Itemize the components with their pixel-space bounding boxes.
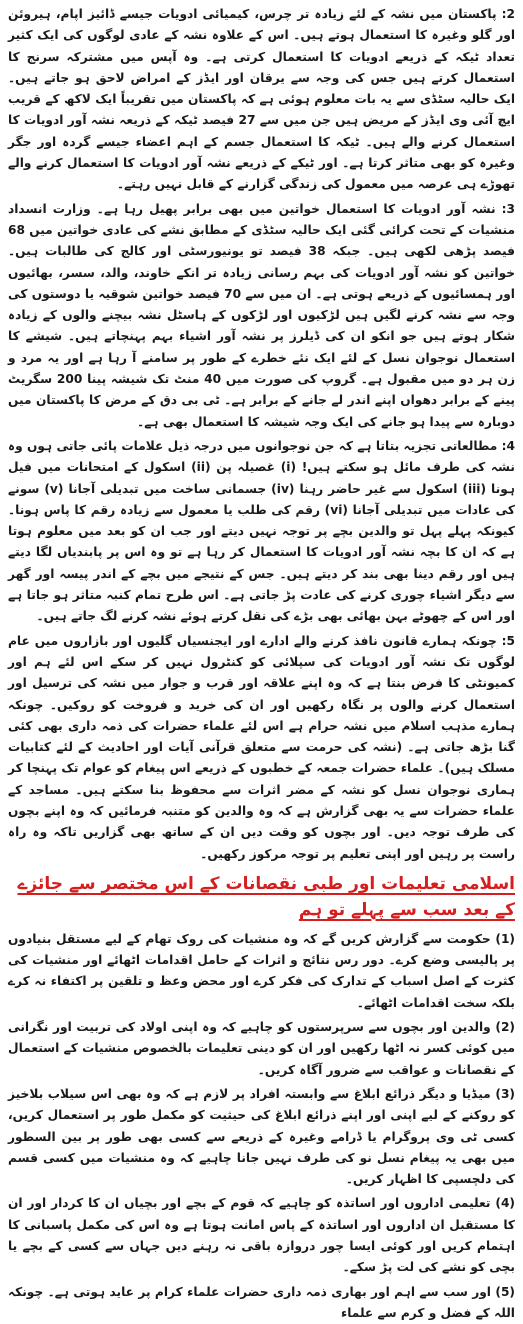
paragraph-point-4: 4: مطالعاتی تجزیہ بتاتا ہے کہ جن نوجوانوں میں درجہ ذیل علامات پائی جاتی ہوں وہ نشہ کی طرف مائل ہو سکتے ہیں! (i) غصیلہ پن (ii) اسکول کے امتحانات میں فیل ہونا (iii) اسکول سے غیر حاضر رہنا (iv) جسمانی ساخت میں تبدیلی آجانا (v) سونے کی عادات میں تبدیلی آجانا (vi) رقم کی طلب یا معمول سے زیادہ رقم کا پاس ہونا۔ کیونکہ پہلے پہل تو والدین بچے پر توجہ نہیں دیتے اور جب ان کو بعد میں معلوم ہوتا ہے کہ ان کا بچہ نشہ آور ادویات کا استعمال کر رہا ہے تو وہ اس پر پابندیاں لگا دیتے ہیں اور رقم دینا بھی بند کر دیتے ہیں۔ جس کے نتیجے میں بچے کے اندر پیسہ اور گھر سے دیگر اشیاء چوری کرنے کی عادت پڑ جاتی ہے۔ اس طرح تمام کنبہ متاثر ہو جاتا ہے اور اس کے چھوٹے بہن بھائی بھی بڑے کی نقل کرتے ہوئے نشہ کرنے لگ جاتے ہیں۔ (8, 438, 515, 624)
recommendation-2: (2) والدین اور بچوں سے سرپرستوں کو چاہیے کہ وہ اپنی اولاد کی تربیت اور نگرانی میں کوئی کسر نہ اٹھا رکھیں اور ان کو دینی تعلیمات بالخصوص منشیات کے استعمال کے نقصانات و عواقب سے ضرور آگاہ کریں۔ (8, 1020, 515, 1077)
recommendation-3: (3) میڈیا و دیگر ذرائع ابلاغ سے وابستہ افراد پر لازم ہے کہ وہ بھی اس سیلاب بلاخیز کو روکنے کے لیے اپنی اور اپنے ذرائع ابلاغ کی حیثیت کو مکمل طور پر استعمال کریں، کسی ٹی وی پروگرام یا ڈرامے وغیرہ کے ذریعے سے کسی بھی طور پر بین السطور میں بھی یہ پیغام نسل نو کی طرف نہیں جانا چاہیے کہ وہ منشیات میں کسی قسم کی دلچسپی کا اظہار کریں۔ (8, 1086, 515, 1187)
paragraph-point-2: 2: پاکستان میں نشہ کے لئے زیادہ تر چرس، کیمیائی ادویات جیسے ڈائیز اپام، ہیروئن اور گلو وغیرہ کا استعمال ہوتے ہیں۔ اس کے علاوہ نشہ کے عادی لوگوں کی ایک کثیر تعداد ٹیکہ کے ذریعے ادویات کا استعمال کرتی ہے۔ وہ آپس میں مشترکہ سرنج کا استعمال کرتے ہیں جس کی وجہ سے یرقان اور ایڈز کے امراض لاحق ہو جاتے ہیں۔ ایک حالیہ سٹڈی سے یہ بات معلوم ہوئی ہے کہ پاکستان میں تقریباً ایک لاکھ کے قریب ایچ آئی وی ایڈز کے مریض ہیں جن میں سے 27 فیصد ٹیکہ کے ذریعہ نشہ آور ادویات کا استعمال کرنے والے ہیں۔ ٹیکہ کا استعمال جسم کے اہم اعضاء جیسے گردہ اور جگر وغیرہ کو بھی متاثر کرتا ہے۔ اور ٹیکے کے ذریعے نشہ آور ادویات کا استعمال کرنے والے تھوڑے ہی عرصہ میں معمول کی زندگی گزارنے کے قابل نہیں رہتے۔ (8, 7, 515, 192)
recommendation-4: (4) تعلیمی اداروں اور اساتذہ کو چاہیے کہ قوم کے بچے اور بچیاں ان کا کردار اور ان کا مستقبل ان اداروں اور اساتذہ کے پاس امانت ہوتا ہے وہ اس کی مکمل پاسبانی کا اہتمام کریں اور کوئی ایسا چور دروازہ باقی نہ رہنے دیں جہاں سے کسی کے بچے یا بچی کو نشے کی لت پڑ سکے۔ (8, 1196, 515, 1275)
paragraph-point-3: 3: نشہ آور ادویات کا استعمال خواتین میں بھی برابر پھیل رہا ہے۔ وزارت انسداد منشیات کے تحت کرائی گئی ایک حالیہ سٹڈی کے مطابق نشے کی عادی خواتین میں 68 فیصد پڑھی لکھی ہیں۔ جبکہ 38 فیصد تو یونیورسٹی اور کالج کی طالبات ہیں۔ خواتین کو نشہ آور ادویات کی بہم رسانی زیادہ تر انکے خاوند، والد، سسر، بھائیوں اور ہمسائیوں کے ذریعے ہوتی ہے۔ ان میں سے 70 فیصد خواتین شوقیہ یا دوستوں کی وجہ سے نشہ کرنے لگیں ہیں لڑکیوں اور لڑکوں کے ہاسٹل نشہ بیچنے والوں کے زیادہ شکار ہوتے ہیں جو انکو ان کی ڈیلرز پر نشہ آور اشیاء بہم پہنچاتے ہیں۔ شیشے کا استعمال نوجوان نسل کے لئے ایک نئے خطرے کے طور پر سامنے آ رہا ہے اور یہ مرد و زن ہر دو میں مقبول ہے۔ گروپ کی صورت میں 40 منٹ تک شیشہ پینا 200 سگریٹ پینے کے برابر دھواں اپنے اندر لے جانے کے برابر ہے۔ ٹی بی دق کے مرض کا پاکستان میں دوبارہ سے پیدا ہو جانے کی ایک وجہ شیشہ کا استعمال بھی ہے۔ (8, 201, 515, 429)
section-heading (8, 871, 515, 923)
recommendation-1: (1) حکومت سے گزارش کریں گے کہ وہ منشیات کی روک تھام کے لیے مستقل بنیادوں پر پالیسی وضع کرے۔ دور رس نتائج و اثرات کے حامل اقدامات اٹھائے اور منشیات کی کثرت کے اصل اسباب کے تدارک کی فکر کرے اور محض وعظ و تلقین پر اکتفاء نہ کرے بلکہ سخت اقدامات اٹھائے۔ (8, 931, 515, 1010)
recommendation-5: (5) اور سب سے اہم اور بھاری ذمہ داری حضرات علماء کرام پر عاید ہوتی ہے۔ چونکہ اللہ کے فضل و کرم سے علماء (8, 1284, 515, 1320)
paragraph-point-5: 5: چونکہ ہمارے قانون نافذ کرنے والے ادارے اور ایجنسیاں گلیوں اور بازاروں میں عام لوگوں تک نشہ آور ادویات کی سپلائی کو کنٹرول نہیں کر سکے اس لئے ہم اور کمیونٹی کا فرض بنتا ہے کہ وہ اپنے علاقہ اور قرب و جوار میں نشہ کی ترسیل اور استعمال کرنے والوں پر نگاہ رکھیں اور ان کی خرید و فروخت کو روکیں۔ چونکہ ہمارے مذہب اسلام میں نشہ حرام ہے اس لئے علماء حضرات کی ذمہ داری بھی کئی گنا بڑھ جاتی ہے۔ (نشہ کی حرمت سے متعلق قرآنی آیات اور احادیث کے لئے کتابیات مسلک ہیں)۔ علماء حضرات جمعہ کے خطبوں کے ذریعے اس پیغام کو عوام تک پہنچا کر ہماری نوجوان نسل کو نشہ کے مضر اثرات سے محفوظ بنا سکتے ہیں۔ مساجد کے علماء حضرات سے یہ بھی گزارش ہے کہ وہ والدین کو متنبہ فرمائیں کہ وہ اپنے بچوں کی طرف توجہ دیں۔ اور بچوں کو وقت دیں ان کے ساتھ بھی گزاریں تاکہ وہ راہ راست پر رہیں اور اپنی تعلیم پر توجہ مرکوز رکھیں۔ (8, 633, 515, 861)
section-heading-text: اسلامی تعلیمات اور طبی نقصانات کے اس مختصر سے جائزے کے بعد سب سے پہلے تو ہم (17, 873, 515, 920)
